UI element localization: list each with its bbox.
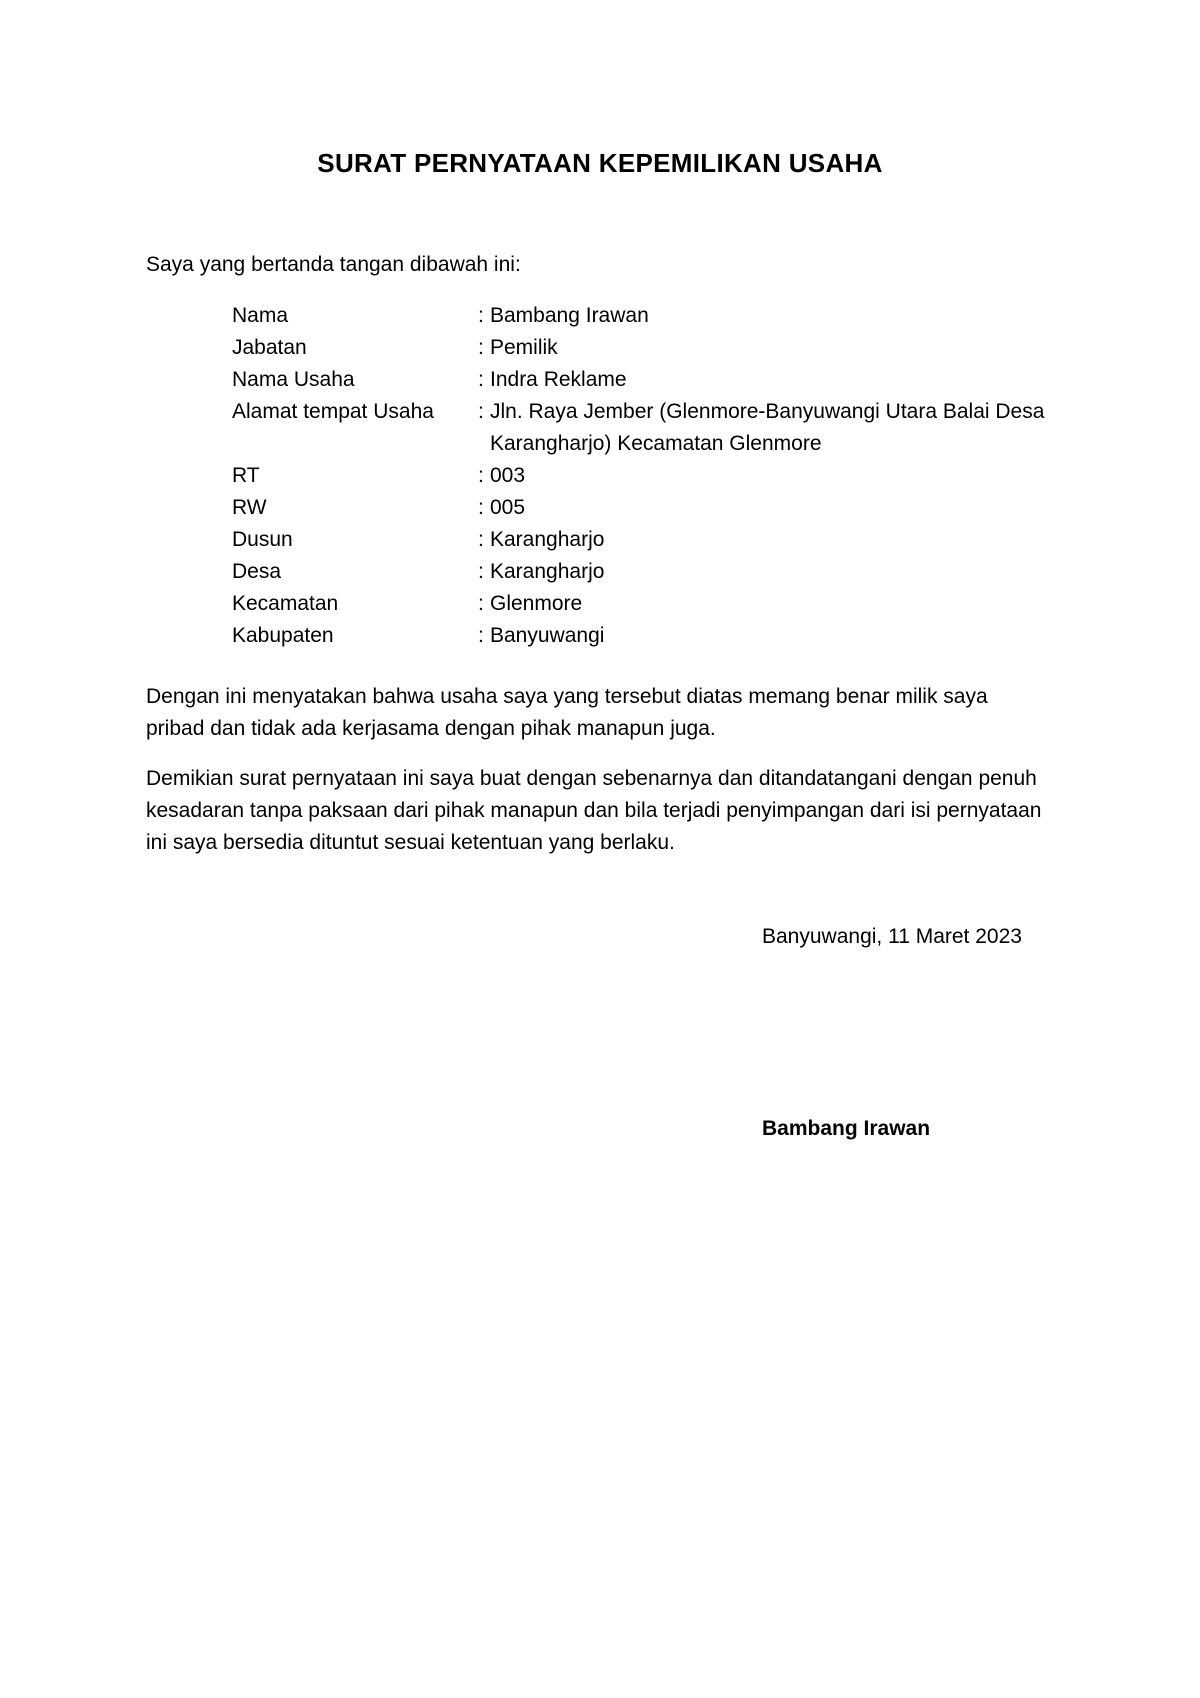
field-colon: : (478, 592, 484, 615)
field-label: Kecamatan (232, 592, 339, 615)
field-row-nama (232, 300, 1112, 332)
field-label: Desa (232, 560, 282, 583)
field-label: Nama (232, 304, 289, 327)
signer-name: Bambang Irawan (762, 1117, 931, 1140)
field-row-kabupaten (232, 620, 1112, 652)
field-value: Glenmore (490, 592, 583, 615)
field-colon: : (478, 368, 484, 391)
field-value: Jln. Raya Jember (Glenmore-Banyuwangi Utara Balai Desa Karangharjo) Kecamatan Glenmore (490, 400, 1045, 455)
field-label: Kabupaten (232, 624, 334, 647)
field-value: Pemilik (490, 336, 558, 359)
document-title: SURAT PERNYATAAN KEPEMILIKAN USAHA (317, 148, 883, 178)
field-value: Indra Reklame (490, 368, 627, 391)
field-colon: : (478, 304, 484, 327)
field-row-kecamatan (232, 588, 1112, 620)
field-value: 003 (490, 464, 526, 487)
field-value: Banyuwangi (490, 624, 605, 647)
intro-text: Saya yang bertanda tangan dibawah ini: (146, 253, 521, 276)
field-row-desa (232, 556, 1112, 588)
field-colon: : (478, 528, 484, 551)
field-row-nama-usaha (232, 364, 1112, 396)
closing-paragraph: Demikian surat pernyataan ini saya buat dengan sebenarnya dan ditandatangani dengan penuh kesadaran tanpa paksaan dari pihak manapun dan bila terjadi penyimpangan dari isi pernyataan ini saya bersedia dituntut sesuai ketentuan yang berlaku. (146, 767, 1042, 854)
field-label: Dusun (232, 528, 293, 551)
field-value: Bambang Irawan (490, 304, 649, 327)
field-label: Alamat tempat Usaha (232, 400, 434, 423)
field-value: Karangharjo (490, 560, 605, 583)
field-colon: : (478, 560, 484, 583)
field-colon: : (478, 400, 484, 423)
field-row-rt (232, 460, 1112, 492)
field-colon: : (478, 624, 484, 647)
field-label: Jabatan (232, 336, 307, 359)
field-row-jabatan (232, 332, 1112, 364)
statement-paragraph: Dengan ini menyatakan bahwa usaha saya yang tersebut diatas memang benar milik saya pribad dan tidak ada kerjasama dengan pihak manapun juga. (146, 685, 988, 740)
field-row-rw (232, 492, 1112, 524)
field-row-dusun (232, 524, 1112, 556)
field-colon: : (478, 336, 484, 359)
identity-fields (232, 300, 1112, 652)
field-label: RW (232, 496, 267, 519)
field-label: Nama Usaha (232, 368, 355, 391)
field-value: 005 (490, 496, 526, 519)
field-label: RT (232, 464, 260, 487)
field-value: Karangharjo (490, 528, 605, 551)
field-row-alamat (232, 396, 1112, 460)
place-date: Banyuwangi, 11 Maret 2023 (762, 925, 1022, 948)
field-colon: : (478, 464, 484, 487)
field-colon: : (478, 496, 484, 519)
